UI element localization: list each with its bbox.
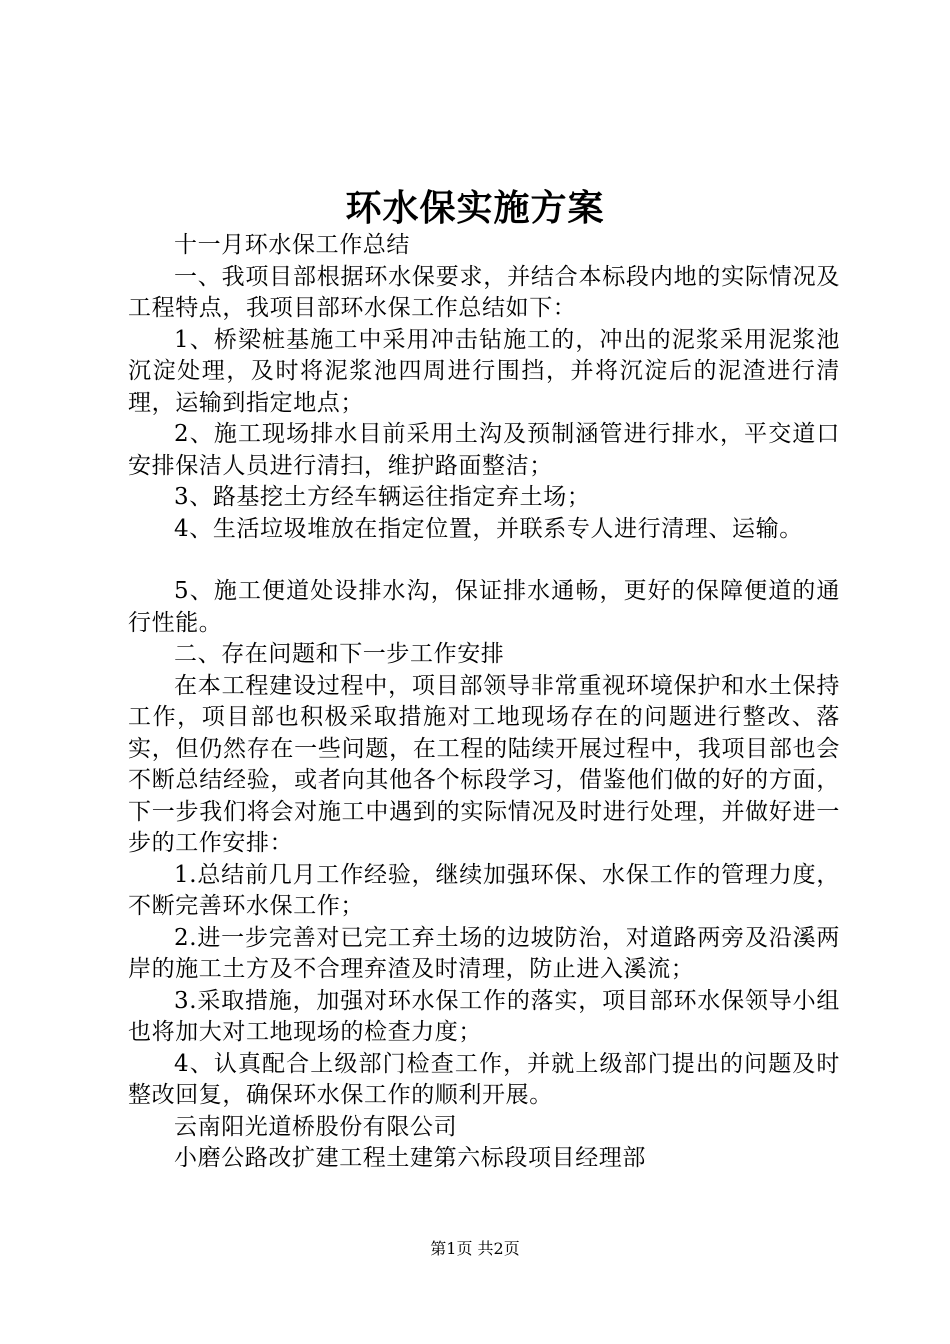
list-item-4: 4、生活垃圾堆放在指定位置，并联系专人进行清理、运输。 xyxy=(174,515,803,542)
list-item-3: 3、路基挖土方经车辆运往指定弃土场； xyxy=(174,484,591,510)
list-item-1: 1、桥梁桩基施工中采用冲击钻施工的，冲出的泥浆采用泥浆池沉淀处理，及时将泥浆池四周进行围挡，并将沉淀后的泥渣进行清理，运输到指定地点； xyxy=(128,326,840,416)
section-heading-november-summary: 十一月环水保工作总结 xyxy=(174,232,410,258)
plan-item-3: 3.采取措施，加强对环水保工作的落实，项目部环水保领导小组也将加大对工地现场的检查力度； xyxy=(128,987,840,1045)
plan-item-4: 4、认真配合上级部门检查工作，并就上级部门提出的问题及时整改回复，确保环水保工作的顺利开展。 xyxy=(128,1050,840,1108)
document-title: 环水保实施方案 xyxy=(345,187,605,229)
plan-item-2: 2.进一步完善对已完工弃土场的边坡防治，对道路两旁及沿溪两岸的施工土方及不合理弃渣及时清理，防止进入溪流； xyxy=(128,924,840,982)
page-number-footer: 第1页 共2页 xyxy=(430,1239,520,1258)
list-item-2: 2、施工现场排水目前采用土沟及预制涵管进行排水，平交道口安排保洁人员进行清扫，维护路面整洁； xyxy=(128,421,840,479)
signature-company: 云南阳光道桥股份有限公司 xyxy=(174,1113,458,1140)
document-body xyxy=(128,230,840,1175)
paragraph-section-two: 在本工程建设过程中，项目部领导非常重视环境保护和水土保持工作，项目部也积极采取措施对工地现场存在的问题进行整改、落实，但仍然存在一些问题，在工程的陆续开展过程中，我项目部也会不断总结经验，或者向其他各个标段学习，借鉴他们做的好的方面，下一步我们将会对施工中遇到的实际情况及时进行处理，并做好进一步的工作安排： xyxy=(128,672,840,856)
paragraph-section-one: 一、我项目部根据环水保要求，并结合本标段内地的实际情况及工程特点，我项目部环水保工作总结如下： xyxy=(128,263,840,321)
plan-item-1: 1.总结前几月工作经验，继续加强环保、水保工作的管理力度，不断完善环水保工作； xyxy=(128,861,840,919)
signature-department: 小磨公路改扩建工程土建第六标段项目经理部 xyxy=(174,1145,646,1171)
list-item-5: 5、施工便道处设排水沟，保证排水通畅，更好的保障便道的通行性能。 xyxy=(128,578,840,636)
section-heading-two: 二、存在问题和下一步工作安排 xyxy=(174,641,505,667)
